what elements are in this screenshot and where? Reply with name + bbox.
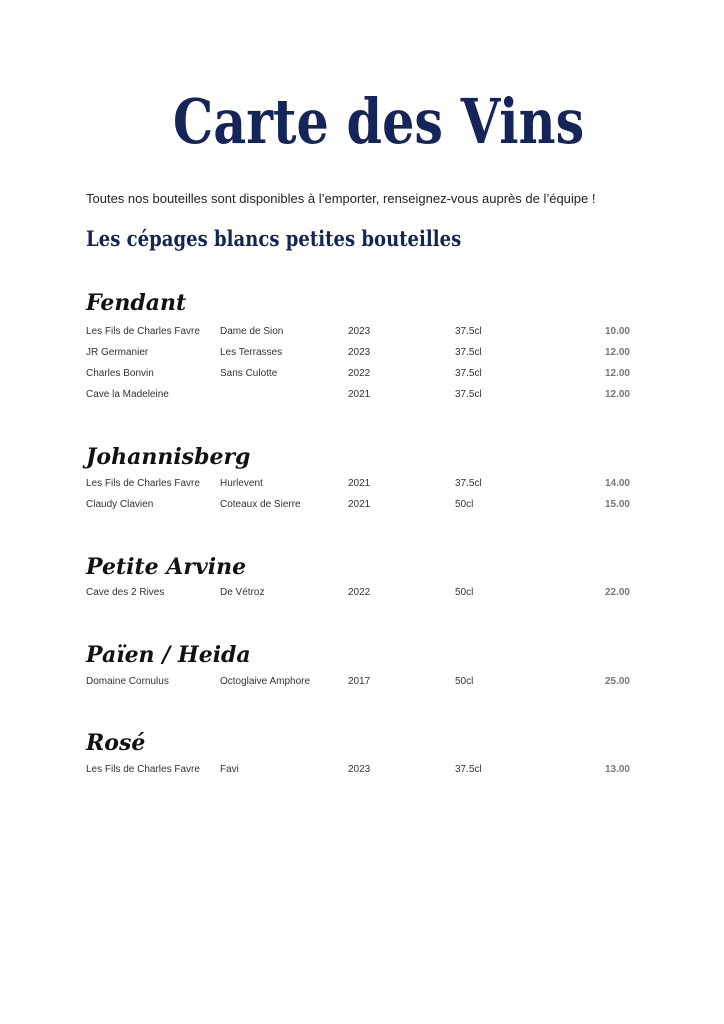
wine-name: Dame de Sion (220, 326, 284, 337)
vintage: 2023 (348, 764, 371, 775)
producer: Charles Bonvin (86, 368, 154, 379)
intro-text: Toutes nos bouteilles sont disponibles à l’emporter, renseignez-vous auprès de l’équipe ! (86, 191, 596, 206)
bottle-size: 50cl (455, 499, 474, 510)
producer: Les Fils de Charles Favre (86, 478, 200, 489)
vintage: 2021 (348, 389, 371, 400)
table-row (0, 676, 724, 692)
producer: Domaine Cornulus (86, 676, 169, 687)
price: 12.00 (604, 347, 630, 358)
producer: Les Fils de Charles Favre (86, 326, 200, 337)
bottle-size: 37.5cl (455, 389, 482, 400)
bottle-size: 37.5cl (455, 478, 482, 489)
vintage: 2022 (348, 587, 371, 598)
price: 12.00 (604, 389, 630, 400)
table-row (0, 326, 724, 342)
price: 15.00 (604, 499, 630, 510)
group-title-fendant: Fendant (86, 290, 187, 316)
group-title-rose: Rosé (86, 730, 146, 756)
producer: Les Fils de Charles Favre (86, 764, 200, 775)
wine-name: Sans Culotte (220, 368, 278, 379)
group-title-paien-heida: Païen / Heida (86, 642, 251, 668)
wine-name: Octoglaive Amphore (220, 676, 311, 687)
vintage: 2021 (348, 499, 371, 510)
vintage: 2017 (348, 676, 371, 687)
wine-name: Coteaux de Sierre (220, 499, 301, 510)
bottle-size: 37.5cl (455, 764, 482, 775)
price: 25.00 (604, 676, 630, 687)
table-row (0, 499, 724, 515)
bottle-size: 37.5cl (455, 347, 482, 358)
table-row (0, 389, 724, 405)
section-title: Les cépages blancs petites bouteilles (86, 226, 462, 251)
table-row (0, 587, 724, 603)
bottle-size: 37.5cl (455, 326, 482, 337)
group-title-johannisberg: Johannisberg (86, 444, 251, 470)
vintage: 2023 (348, 326, 371, 337)
bottle-size: 50cl (455, 676, 474, 687)
producer: Claudy Clavien (86, 499, 154, 510)
vintage: 2021 (348, 478, 371, 489)
vintage: 2022 (348, 368, 371, 379)
price: 13.00 (604, 764, 630, 775)
price: 12.00 (604, 368, 630, 379)
page-title: Carte des Vins (172, 85, 585, 158)
producer: Cave la Madeleine (86, 389, 169, 400)
table-row (0, 368, 724, 384)
wine-name: Favi (220, 764, 239, 775)
table-row (0, 764, 724, 780)
group-title-petite-arvine: Petite Arvine (86, 554, 247, 580)
producer: JR Germanier (86, 347, 149, 358)
table-row (0, 347, 724, 363)
price: 22.00 (604, 587, 630, 598)
bottle-size: 50cl (455, 587, 474, 598)
bottle-size: 37.5cl (455, 368, 482, 379)
wine-name: Les Terrasses (220, 347, 283, 358)
vintage: 2023 (348, 347, 371, 358)
wine-name: Hurlevent (220, 478, 263, 489)
price: 14.00 (604, 478, 630, 489)
producer: Cave des 2 Rives (86, 587, 165, 598)
price: 10.00 (604, 326, 630, 337)
wine-name: De Vétroz (220, 587, 265, 598)
table-row (0, 478, 724, 494)
